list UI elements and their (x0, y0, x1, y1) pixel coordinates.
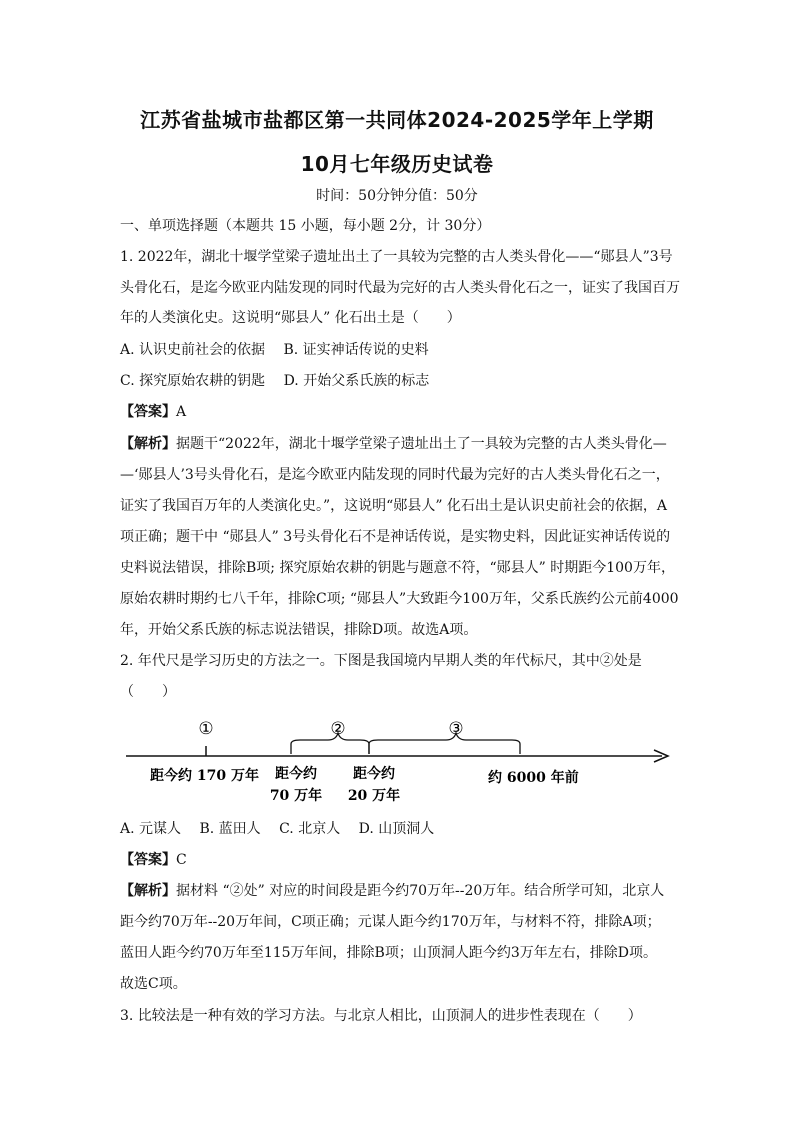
brace-segment-3 (369, 733, 520, 754)
q1-answer (120, 402, 692, 422)
q2-analysis-line (120, 881, 692, 901)
answer-label: 【答案】 (120, 404, 176, 420)
analysis-text: 据题干“2022年，湖北十堰学堂梁子遗址出土了一具较为完整的古人类头骨化— (176, 436, 667, 452)
exam-title-line1: 江苏省盐城市盐都区第一共同体2024-2025学年上学期 (140, 108, 654, 132)
q2-answer (120, 850, 692, 870)
marker-1: ① (198, 719, 214, 739)
timeline-label: 距今约 (275, 766, 317, 782)
timeline-label: 20 万年 (347, 788, 401, 804)
q1-analysis-line: 史料说法错误，排除B项; 探究原始农耕的钥匙与题意不符，“郧县人” 时期距今100万年， (120, 560, 675, 576)
analysis-label: 【解析】 (120, 883, 176, 899)
q2-options-line: A. 元谋人 B. 蓝田人 C. 北京人 D. 山顶洞人 (120, 821, 435, 837)
q1-analysis-line: 原始农耕时期约七八千年，排除C项; “郧县人”大致距今100万年，父系氏族约公元前4000 (120, 591, 679, 607)
timeline-figure (110, 712, 690, 812)
q1-options-line: C. 探究原始农耕的钥匙 D. 开始父系氏族的标志 (120, 373, 430, 389)
timeline-label: 70 万年 (269, 788, 323, 804)
marker-2: ② (330, 719, 346, 739)
q2-stem-line: （ ） (120, 684, 176, 700)
q2-analysis-line: 距今约70万年--20万年间，C项正确；元谋人距今约170万年，与材料不符，排除A项； (120, 914, 661, 930)
q1-analysis-line: —‘郧县人’3号头骨化石，是迄今欧亚内陆发现的同时代最为完好的古人类头骨化石之一， (120, 467, 670, 483)
q1-analysis-line: 项正确；题干中 “郧县人” 3号头骨化石不是神话传说，是实物史料，因此证实神话传说的 (120, 529, 671, 545)
q1-stem-line: 1. 2022年，湖北十堰学堂梁子遗址出土了一具较为完整的古人类头骨化——“郧县人”3号 (120, 249, 673, 265)
q3-stem-line: 3. 比较法是一种有效的学习方法。与北京人相比，山顶洞人的进步性表现在（ ） (120, 1008, 642, 1024)
q2-analysis-line: 故选C项。 (120, 976, 187, 992)
q1-analysis-line: 证实了我国百万年的人类演化史。”，这说明“郧县人” 化石出土是认识史前社会的依据，A (120, 498, 668, 514)
q1-stem-line: 头骨化石，是迄今欧亚内陆发现的同时代最为完好的古人类头骨化石之一，证实了我国百万 (120, 280, 680, 296)
answer-value: A (176, 404, 187, 420)
q1-analysis-line (120, 434, 692, 454)
q2-analysis-line: 蓝田人距今约70万年至115万年间，排除B项；山顶洞人距今约3万年左右，排除D项。 (120, 945, 657, 961)
analysis-text: 据材料 “②处” 对应的时间段是距今约70万年--20万年。结合所学可知，北京人 (176, 883, 665, 899)
q1-options-line: A. 认识史前社会的依据 B. 证实神话传说的史料 (120, 342, 429, 358)
timeline-label: 距今约 170 万年 (150, 768, 259, 784)
exam-meta: 时间：50分钟分值：50分 (316, 188, 478, 204)
timeline-label: 距今约 (353, 766, 395, 782)
analysis-label: 【解析】 (120, 436, 176, 452)
marker-3: ③ (448, 719, 464, 739)
answer-value: C (176, 852, 187, 868)
q1-analysis-line: 年，开始父系氏族的标志说法错误，排除D项。故选A项。 (120, 622, 478, 638)
answer-label: 【答案】 (120, 852, 176, 868)
q1-stem-line: 年的人类演化史。这说明“郧县人” 化石出土是（ ） (120, 310, 461, 326)
section-heading: 一、单项选择题（本题共 15 小题，每小题 2分，计 30分） (120, 218, 491, 234)
exam-title-line2: 10月七年级历史试卷 (300, 152, 494, 176)
q2-stem-line: 2. 年代尺是学习历史的方法之一。下图是我国境内早期人类的年代标尺，其中②处是 (120, 653, 642, 669)
timeline-label: 约 6000 年前 (488, 770, 579, 786)
